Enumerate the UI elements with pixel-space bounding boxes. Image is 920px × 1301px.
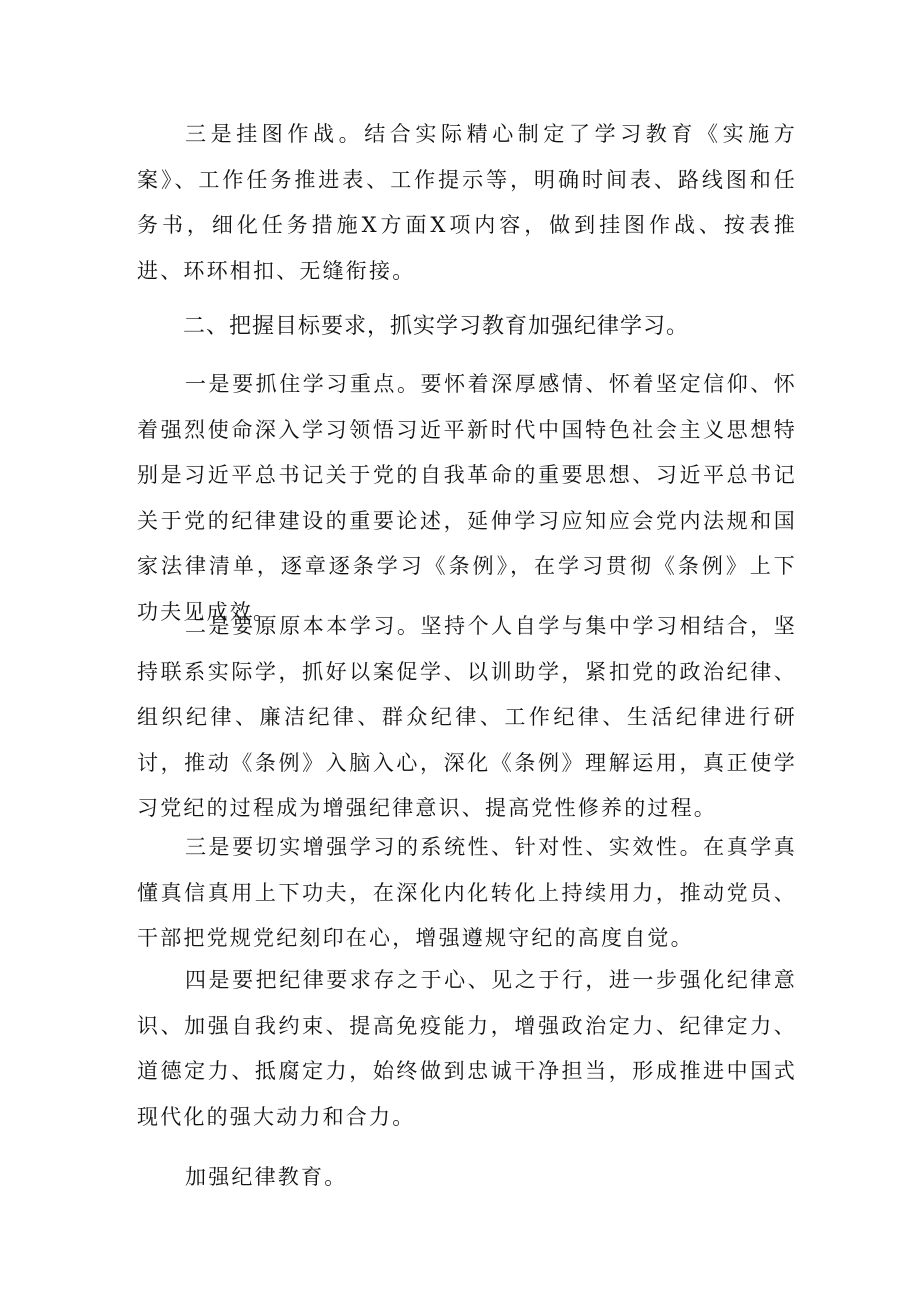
section-heading-2: 二、把握目标要求，抓实学习教育加强纪律学习。	[183, 314, 690, 339]
paragraph-hang-chart-battle: 三是挂图作战。结合实际精心制定了学习教育《实施方案》、工作任务推进表、工作提示等，明确时间表、路线图和任务书，细化任务措施X方面X项内容，做到挂图作战、按表推进、环环相扣、无缝衔接。	[137, 122, 797, 283]
paragraph-discipline-requirements: 四是要把纪律要求存之于心、见之于行，进一步强化纪律意识、加强自我约束、提高免疫能力，增强政治定力、纪律定力、道德定力、抵腐定力，始终做到忠诚干净担当，形成推进中国式现代化的强大动力和合力。	[137, 968, 797, 1129]
paragraph-original-study: 二是要原原本本学习。坚持个人自学与集中学习相结合，坚持联系实际学，抓好以案促学、以训助学，紧扣党的政治纪律、组织纪律、廉洁纪律、群众纪律、工作纪律、生活纪律进行研讨，推动《条例》入脑入心，深化《条例》理解运用，真正使学习党纪的过程成为增强纪律意识、提高党性修养的过程。	[137, 614, 797, 820]
paragraph-discipline-education: 加强纪律教育。	[185, 1165, 348, 1189]
paragraph-systematic-study: 三是要切实增强学习的系统性、针对性、实效性。在真学真懂真信真用上下功夫，在深化内化转化上持续用力，推动党员、干部把党规党纪刻印在心，增强遵规守纪的高度自觉。	[137, 835, 797, 950]
paragraph-study-focus: 一是要抓住学习重点。要怀着深厚感情、怀着坚定信仰、怀着强烈使命深入学习领悟习近平新时代中国特色社会主义思想特别是习近平总书记关于党的自我革命的重要思想、习近平总书记关于党的纪律建设的重要论述，延伸学习应知应会党内法规和国家法律清单，逐章逐条学习《条例》，在学习贯彻《条例》上下功夫见成效。	[137, 372, 797, 624]
